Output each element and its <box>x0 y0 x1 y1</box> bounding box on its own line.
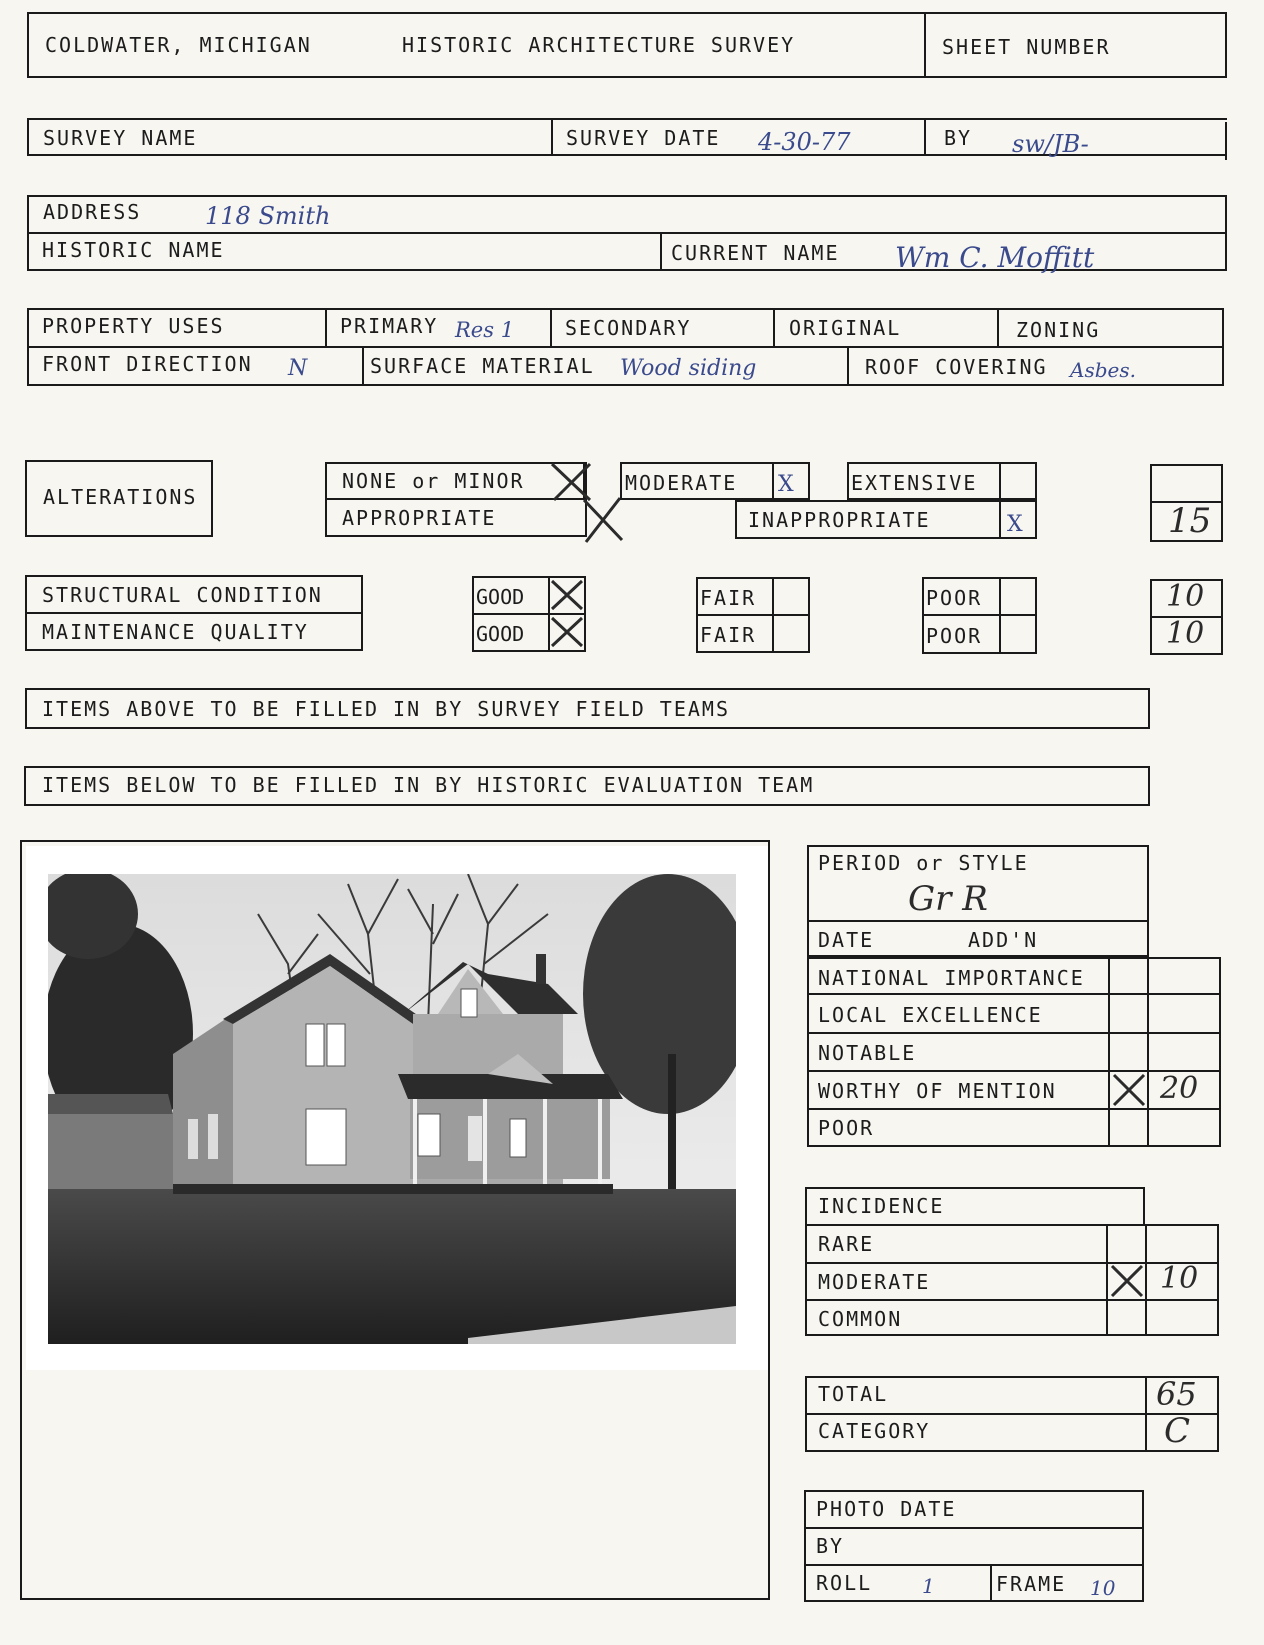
structural-poor: POOR <box>926 586 983 610</box>
photo-by-label: BY <box>816 1534 845 1558</box>
check-x-icon <box>1110 1072 1148 1108</box>
address-value: 118 Smith <box>205 202 331 230</box>
notable: NOTABLE <box>818 1041 917 1065</box>
alteration-appropriate: APPROPRIATE <box>342 506 497 530</box>
primary-value: Res 1 <box>455 318 515 342</box>
category-label: CATEGORY <box>818 1419 931 1443</box>
primary-label: PRIMARY <box>340 314 439 338</box>
header-title: HISTORIC ARCHITECTURE SURVEY <box>402 33 796 57</box>
front-direction-value: N <box>288 356 308 381</box>
survey-by-label: BY <box>944 126 973 150</box>
check-x-icon <box>580 496 626 544</box>
addn-label: ADD'N <box>968 928 1039 952</box>
frame-value: 10 <box>1090 1576 1116 1600</box>
alteration-inappropriate-mark: X <box>1007 512 1023 537</box>
roll-label: ROLL <box>816 1571 873 1595</box>
evaluation-team-text: ITEMS BELOW TO BE FILLED IN BY HISTORIC EVALUATION TEAM <box>42 773 815 797</box>
maintenance-good: GOOD <box>476 622 525 646</box>
importance-poor: POOR <box>818 1116 875 1140</box>
structural-fair: FAIR <box>700 586 757 610</box>
header-city: COLDWATER, MICHIGAN <box>45 33 312 57</box>
original-label: ORIGINAL <box>789 316 902 340</box>
alteration-moderate-mark: X <box>778 472 794 497</box>
alteration-none-minor: NONE or MINOR <box>342 469 525 493</box>
zoning-label: ZONING <box>1016 318 1101 342</box>
field-teams-text: ITEMS ABOVE TO BE FILLED IN BY SURVEY FIELD TEAMS <box>42 697 731 721</box>
total-label: TOTAL <box>818 1382 889 1406</box>
address-label: ADDRESS <box>43 200 142 224</box>
incidence-rare: RARE <box>818 1232 875 1256</box>
alteration-inappropriate: INAPPROPRIATE <box>748 508 931 532</box>
incidence-label: INCIDENCE <box>818 1194 945 1218</box>
house-photo <box>48 874 736 1344</box>
alteration-extensive: EXTENSIVE <box>851 471 978 495</box>
sheet-number-label: SHEET NUMBER <box>942 35 1111 59</box>
incidence-moderate: MODERATE <box>818 1270 931 1294</box>
maintenance-poor: POOR <box>926 624 983 648</box>
incidence-moderate-score: 10 <box>1160 1261 1199 1296</box>
frame-label: FRAME <box>996 1572 1067 1596</box>
check-x-icon <box>548 615 586 649</box>
surface-material-value: Wood siding <box>620 356 757 381</box>
alteration-moderate: MODERATE <box>625 471 738 495</box>
roof-covering-label: ROOF COVERING <box>865 355 1048 379</box>
photo-date-label: PHOTO DATE <box>816 1497 957 1521</box>
period-label: PERIOD or STYLE <box>818 851 1029 875</box>
worthy-score: 20 <box>1160 1071 1199 1106</box>
roof-covering-value: Asbes. <box>1070 358 1136 382</box>
current-name-value: Wm C. Moffitt <box>895 241 1095 274</box>
maintenance-quality-label: MAINTENANCE QUALITY <box>42 620 309 644</box>
category-value: C <box>1164 1411 1191 1451</box>
alterations-label: ALTERATIONS <box>43 485 198 509</box>
surface-material-label: SURFACE MATERIAL <box>370 354 595 378</box>
period-value: Gr R <box>908 879 988 919</box>
survey-name-label: SURVEY NAME <box>43 126 198 150</box>
alteration-score: 15 <box>1168 501 1212 541</box>
incidence-common: COMMON <box>818 1307 903 1331</box>
survey-by-value: sw/JB- <box>1012 130 1089 158</box>
total-value: 65 <box>1156 1375 1197 1413</box>
structural-condition-label: STRUCTURAL CONDITION <box>42 583 323 607</box>
historic-name-label: HISTORIC NAME <box>42 238 225 262</box>
survey-date-value: 4-30-77 <box>758 128 851 156</box>
property-uses-label: PROPERTY USES <box>42 314 225 338</box>
check-x-icon <box>548 578 586 612</box>
roll-value: 1 <box>922 1574 935 1598</box>
front-direction-label: FRONT DIRECTION <box>42 352 253 376</box>
maintenance-score: 10 <box>1166 616 1205 651</box>
worthy-of-mention: WORTHY OF MENTION <box>818 1079 1057 1103</box>
local-excellence: LOCAL EXCELLENCE <box>818 1003 1043 1027</box>
structural-good: GOOD <box>476 585 525 609</box>
maintenance-fair: FAIR <box>700 623 757 647</box>
survey-date-label: SURVEY DATE <box>566 126 721 150</box>
check-x-icon <box>1108 1263 1146 1299</box>
national-importance: NATIONAL IMPORTANCE <box>818 966 1085 990</box>
secondary-label: SECONDARY <box>565 316 692 340</box>
current-name-label: CURRENT NAME <box>671 241 840 265</box>
date-label: DATE <box>818 928 875 952</box>
structural-score: 10 <box>1166 579 1205 614</box>
